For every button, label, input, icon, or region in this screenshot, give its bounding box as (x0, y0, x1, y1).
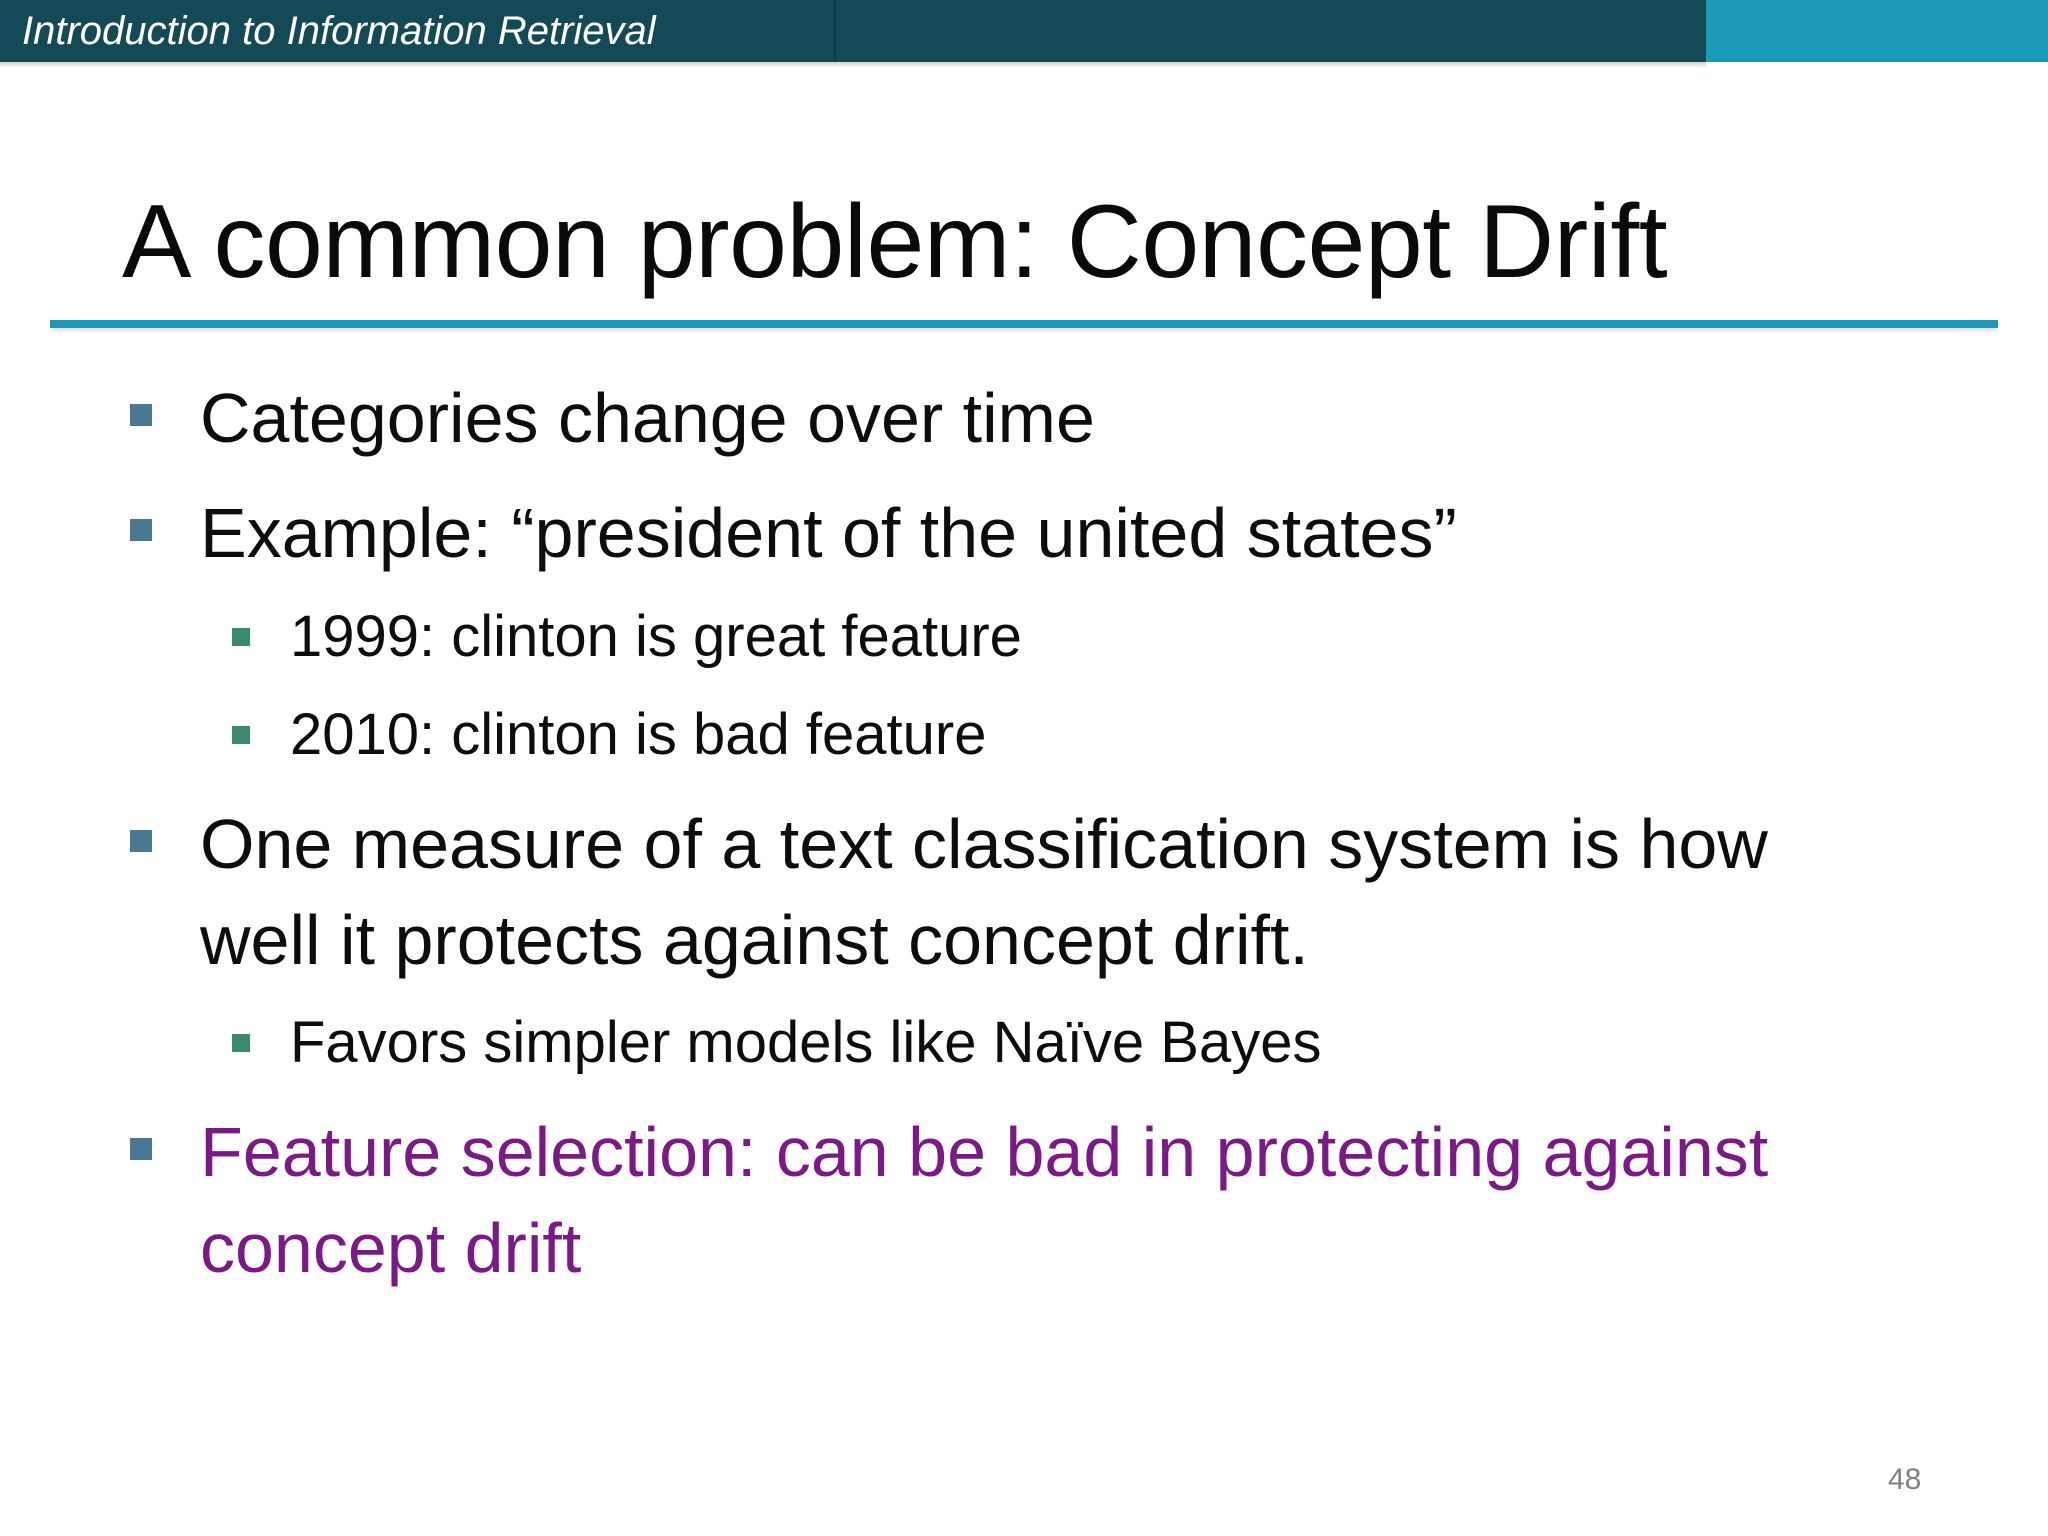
bullet-item-example: Example: “president of the united states” (200, 494, 1457, 572)
bullet-marker-level1 (130, 519, 152, 541)
slide-title: A common problem: Concept Drift (122, 184, 1668, 300)
bullet-marker-level1 (130, 1138, 152, 1160)
sub-bullet-naive-bayes: Favors simpler models like Naïve Bayes (290, 1010, 1322, 1075)
bullet-item-categories: Categories change over time (200, 379, 1095, 457)
bullet-marker-level1 (130, 404, 152, 426)
course-title: Introduction to Information Retrieval (22, 9, 656, 53)
sub-bullet-2010: 2010: clinton is bad feature (290, 702, 987, 767)
bullet-marker-level2 (232, 628, 250, 646)
bullet-item-measure-line1: One measure of a text classification system is how (200, 805, 1768, 883)
bullet-item-feature-selection-line1: Feature selection: can be bad in protecting against (200, 1113, 1769, 1191)
bullet-marker-level2 (232, 1034, 250, 1052)
page-number: 48 (1888, 1463, 1922, 1496)
bullet-item-measure-line2: well it protects against concept drift. (200, 901, 1309, 979)
bullet-marker-level1 (130, 830, 152, 852)
bullet-marker-level2 (232, 726, 250, 744)
bullet-item-feature-selection-line2: concept drift (200, 1209, 582, 1287)
sub-bullet-1999: 1999: clinton is great feature (290, 604, 1022, 669)
